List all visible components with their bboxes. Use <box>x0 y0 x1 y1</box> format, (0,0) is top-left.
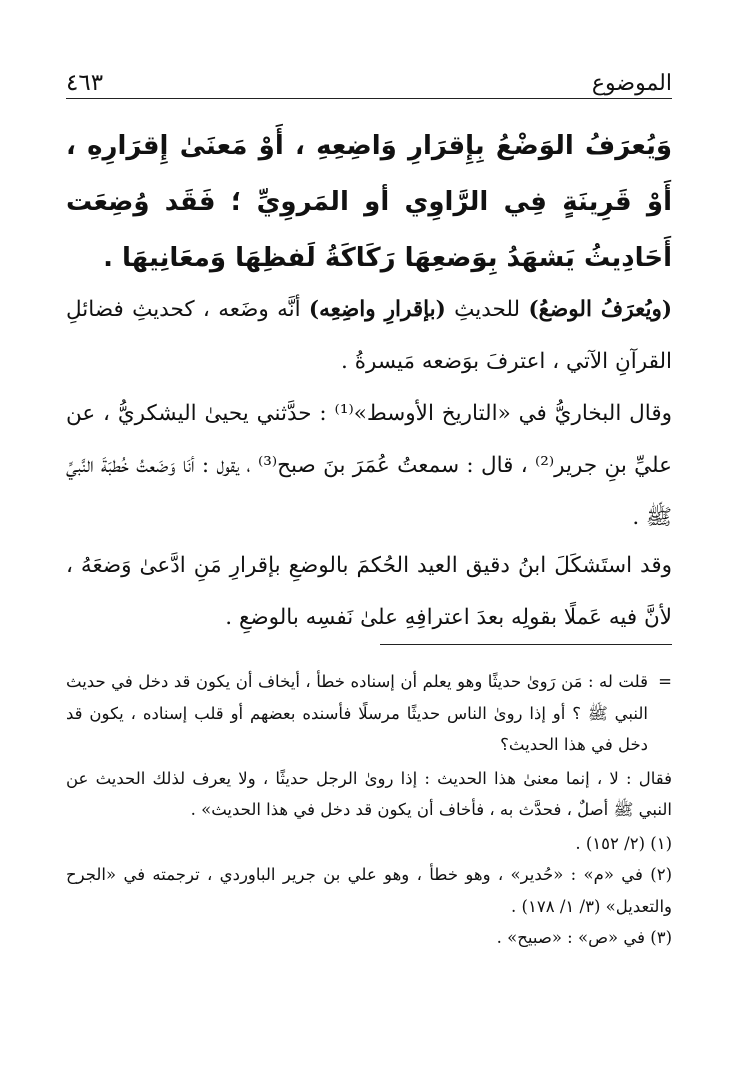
footnote-continuation-1 <box>66 666 672 761</box>
page-number: ٤٦٣ <box>66 70 104 96</box>
continuation-mark: = <box>658 672 672 691</box>
paragraph-1-text: أنَّه وضَعه ، كحديثِ فضائلِ القرآنِ الآتي ، اعترفَ بوَضعه مَيسرةُ . <box>66 297 672 374</box>
footnote-continuation-2: فقال : لا ، إنما معنىٰ هذا الحديث : إذا روىٰ الرجل حديثًا ، ولا يعرف لذلك الحديث عن النبي ﷺ أصلٌ ، فحدَّث به ، فأخاف أن يكون قد دخل في هذا الحديث» . <box>66 768 672 819</box>
running-header <box>66 58 672 96</box>
commentary-paragraph-3: وقد استَشكَلَ ابنُ دقيق العيد الحُكمَ بالوضعِ بإقرارِ مَنِ ادَّعىٰ وَضعَهُ ، لأنَّ فيه عَملًا بقولِه بعدَ اعترافِهِ علىٰ نَفسِه بالوضعِ . <box>66 553 672 630</box>
footnotes <box>66 666 672 954</box>
footnote-1: (١) (٢/ ١٥٢) . <box>575 833 672 853</box>
footnote-3: (٣) في «ص» : «صبيح» . <box>496 928 672 947</box>
quoted-phrase-2: (بإقرارِ واضِعِه) <box>308 297 446 322</box>
footnote-list <box>66 828 672 954</box>
continuation-text-1: قلت له : مَن رَوىٰ حديثًا وهو يعلم أن إسناده خطأ ، أيخاف أن يكون قد دخل في حديث النبي ﷺ ؟ أو إذا روىٰ الناس حديثًا مرسلًا فأسنده بعضهم أو قلب إسناده ، يكون قد دخل في هذا الحديث؟ <box>66 672 648 754</box>
footnote-separator <box>380 644 672 645</box>
commentary-paragraph-1 <box>66 284 672 388</box>
chapter-title: الموضوع <box>591 71 672 96</box>
footnote-continuation <box>66 666 672 826</box>
matn-text: وَيُعرَفُ الوَضْعُ بِإِقرَارِ وَاضِعِهِ ، أَوْ مَعنَىٰ إِقرَارِهِ ، أَوْ قَرِينَةٍ فِي الرَّاوِي أو المَروِيِّ ؛ فَقَد وُضِعَت أَحَادِيثُ يَشهَدُ بِوَضعِهَا رَكَاكَةُ لَفظِهَا وَمعَانِيهَا . <box>66 131 672 273</box>
footnote-2: (٢) في «م» : «حُدير» ، وهو خطأ ، وهو علي بن جرير الباوردي ، ترجمته في «الجرح والتعديل» (٣/ ١/ ١٧٨) . <box>66 865 672 916</box>
header-rule <box>66 98 672 99</box>
commentary-paragraph-2: وقال البخاريُّ في «التاريخ الأوسط»⁽¹⁾ : حدَّثني يحيىٰ اليشكريُّ ، عن عليِّ بنِ جرير⁽²⁾ ، قال : سمعتُ عُمَرَ بنَ صبح⁽³⁾ ، يقول : أنَا وَضَعتُ خُطبَةَ النَّبيِّ ﷺ . <box>66 401 672 530</box>
quoted-phrase-1: (ويُعرَفُ الوضعُ) <box>528 297 672 322</box>
paragraph-1-connector: للحديثِ <box>445 297 529 322</box>
